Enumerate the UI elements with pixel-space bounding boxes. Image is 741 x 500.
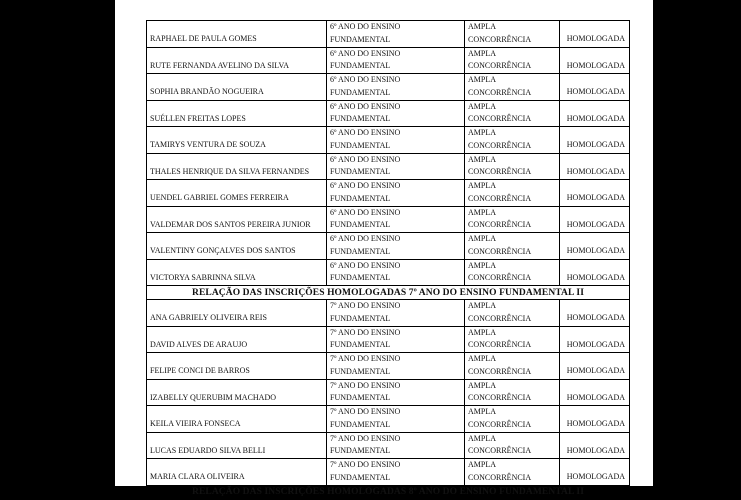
category-line-1: AMPLA: [468, 354, 497, 363]
grade-line-1: 6º ANO DO ENSINO: [330, 75, 401, 84]
student-name: VICTORYA SABRINNA SILVA: [147, 259, 327, 286]
grade-line-1: 7º ANO DO ENSINO: [330, 354, 401, 363]
table-row: [147, 180, 630, 207]
category-line-1: AMPLA: [468, 101, 497, 111]
category-line-1: AMPLA: [468, 128, 497, 137]
status-cell: HOMOLOGADA: [560, 459, 630, 486]
student-name: DAVID ALVES DE ARAUJO: [147, 326, 327, 353]
category-cell: [465, 180, 560, 207]
grade-line-1: 7º ANO DO ENSINO: [330, 433, 401, 443]
category-line-1: AMPLA: [468, 327, 497, 337]
category-cell: [465, 379, 560, 406]
status-cell: HOMOLOGADA: [560, 379, 630, 406]
category-line-1: AMPLA: [468, 181, 497, 190]
category-line-1: AMPLA: [468, 301, 497, 310]
grade-line-1: 6º ANO DO ENSINO: [330, 260, 401, 270]
grade-line-2: FUNDAMENTAL: [330, 114, 391, 123]
category-line-1: AMPLA: [468, 234, 497, 243]
grade-cell: [327, 100, 465, 127]
student-name: UENDEL GABRIEL GOMES FERREIRA: [147, 180, 327, 207]
grade-cell: [327, 206, 465, 233]
grade-line-2: FUNDAMENTAL: [330, 446, 391, 455]
grade-line-2: FUNDAMENTAL: [330, 167, 391, 176]
section-header-grade-8: [147, 485, 630, 499]
table-row: [147, 47, 630, 74]
grade-cell: [327, 379, 465, 406]
category-cell: [465, 353, 560, 380]
category-line-2: CONCORRÊNCIA: [468, 472, 532, 482]
grade-line-2: FUNDAMENTAL: [330, 61, 391, 70]
category-line-1: AMPLA: [468, 407, 497, 416]
grade-7-rows: [147, 300, 630, 486]
category-line-2: CONCORRÊNCIA: [468, 114, 532, 123]
section-header-grade-7: [147, 286, 630, 300]
grade-cell: [327, 353, 465, 380]
grade-line-2: FUNDAMENTAL: [330, 472, 391, 482]
grade-cell: [327, 127, 465, 154]
student-name: THALES HENRIQUE DA SILVA FERNANDES: [147, 153, 327, 180]
category-line-1: AMPLA: [468, 460, 497, 469]
grade-cell: [327, 21, 465, 48]
registration-list: [146, 20, 629, 500]
category-cell: [465, 326, 560, 353]
document-page: [115, 0, 653, 497]
category-line-2: CONCORRÊNCIA: [468, 220, 532, 229]
category-cell: [465, 206, 560, 233]
grade-line-1: 7º ANO DO ENSINO: [330, 380, 401, 390]
category-cell: [465, 259, 560, 286]
status-cell: HOMOLOGADA: [560, 180, 630, 207]
student-name: ANA GABRIELY OLIVEIRA REIS: [147, 300, 327, 327]
student-name: RAPHAEL DE PAULA GOMES: [147, 21, 327, 48]
grade-cell: [327, 153, 465, 180]
category-cell: [465, 459, 560, 486]
category-line-2: CONCORRÊNCIA: [468, 366, 532, 376]
status-cell: HOMOLOGADA: [560, 259, 630, 286]
section-title: RELAÇÃO DAS INSCRIÇÕES HOMOLOGADAS 7º ANO DO ENSINO FUNDAMENTAL II: [147, 286, 630, 300]
category-cell: [465, 21, 560, 48]
grade-6-rows: [147, 21, 630, 286]
student-name: RUTE FERNANDA AVELINO DA SILVA: [147, 47, 327, 74]
grade-line-1: 6º ANO DO ENSINO: [330, 234, 401, 243]
category-cell: [465, 406, 560, 433]
table-row: [147, 74, 630, 101]
table-row: [147, 459, 630, 486]
grade-line-2: FUNDAMENTAL: [330, 87, 391, 97]
status-cell: HOMOLOGADA: [560, 47, 630, 74]
category-line-2: CONCORRÊNCIA: [468, 419, 532, 429]
registrations-table: [146, 20, 630, 500]
grade-line-1: 7º ANO DO ENSINO: [330, 327, 401, 337]
table-row: [147, 259, 630, 286]
grade-line-2: FUNDAMENTAL: [330, 34, 391, 44]
grade-line-2: FUNDAMENTAL: [330, 393, 391, 402]
grade-line-2: FUNDAMENTAL: [330, 419, 391, 429]
grade-line-1: 6º ANO DO ENSINO: [330, 128, 401, 137]
grade-cell: [327, 432, 465, 459]
grade-8-section: [147, 485, 630, 499]
grade-cell: [327, 259, 465, 286]
grade-line-2: FUNDAMENTAL: [330, 193, 391, 203]
category-line-1: AMPLA: [468, 75, 497, 84]
category-line-2: CONCORRÊNCIA: [468, 313, 532, 323]
category-cell: [465, 233, 560, 260]
student-name: LUCAS EDUARDO SILVA BELLI: [147, 432, 327, 459]
grade-line-1: 6º ANO DO ENSINO: [330, 154, 401, 164]
status-cell: HOMOLOGADA: [560, 100, 630, 127]
category-line-2: CONCORRÊNCIA: [468, 446, 532, 455]
status-cell: HOMOLOGADA: [560, 406, 630, 433]
category-cell: [465, 127, 560, 154]
grade-cell: [327, 326, 465, 353]
category-cell: [465, 74, 560, 101]
category-line-2: CONCORRÊNCIA: [468, 246, 532, 256]
grade-line-1: 7º ANO DO ENSINO: [330, 407, 401, 416]
grade-cell: [327, 180, 465, 207]
grade-cell: [327, 74, 465, 101]
status-cell: HOMOLOGADA: [560, 206, 630, 233]
category-line-1: AMPLA: [468, 154, 497, 164]
grade-line-2: FUNDAMENTAL: [330, 220, 391, 229]
grade-line-1: 6º ANO DO ENSINO: [330, 101, 401, 111]
category-line-2: CONCORRÊNCIA: [468, 193, 532, 203]
table-row: [147, 206, 630, 233]
grade-line-1: 6º ANO DO ENSINO: [330, 48, 401, 58]
status-cell: HOMOLOGADA: [560, 21, 630, 48]
student-name: SOPHIA BRANDÃO NOGUEIRA: [147, 74, 327, 101]
table-row: [147, 21, 630, 48]
status-cell: HOMOLOGADA: [560, 153, 630, 180]
grade-cell: [327, 47, 465, 74]
grade-line-2: FUNDAMENTAL: [330, 313, 391, 323]
category-line-1: AMPLA: [468, 433, 497, 443]
grade-line-2: FUNDAMENTAL: [330, 246, 391, 256]
grade-cell: [327, 233, 465, 260]
student-name: MARIA CLARA OLIVEIRA: [147, 459, 327, 486]
student-name: VALDEMAR DOS SANTOS PEREIRA JUNIOR: [147, 206, 327, 233]
category-line-1: AMPLA: [468, 48, 497, 58]
category-line-1: AMPLA: [468, 260, 497, 270]
category-line-2: CONCORRÊNCIA: [468, 167, 532, 176]
grade-line-1: 6º ANO DO ENSINO: [330, 22, 401, 31]
status-cell: HOMOLOGADA: [560, 432, 630, 459]
category-line-2: CONCORRÊNCIA: [468, 273, 532, 282]
category-line-1: AMPLA: [468, 207, 497, 217]
table-row: [147, 300, 630, 327]
table-row: [147, 379, 630, 406]
grade-cell: [327, 406, 465, 433]
status-cell: HOMOLOGADA: [560, 127, 630, 154]
category-line-2: CONCORRÊNCIA: [468, 87, 532, 97]
table-row: [147, 127, 630, 154]
student-name: KEILA VIEIRA FONSECA: [147, 406, 327, 433]
grade-line-2: FUNDAMENTAL: [330, 340, 391, 349]
section-title: RELAÇÃO DAS INSCRIÇÕES HOMOLOGADAS 8º ANO DO ENSINO FUNDAMENTAL II: [147, 485, 630, 499]
grade-cell: [327, 459, 465, 486]
table-row: [147, 153, 630, 180]
status-cell: HOMOLOGADA: [560, 353, 630, 380]
grade-7-section: [147, 286, 630, 300]
student-name: TAMIRYS VENTURA DE SOUZA: [147, 127, 327, 154]
category-line-1: AMPLA: [468, 22, 497, 31]
status-cell: HOMOLOGADA: [560, 74, 630, 101]
status-cell: HOMOLOGADA: [560, 233, 630, 260]
table-row: [147, 432, 630, 459]
category-cell: [465, 100, 560, 127]
student-name: FELIPE CONCI DE BARROS: [147, 353, 327, 380]
status-cell: HOMOLOGADA: [560, 326, 630, 353]
grade-line-2: FUNDAMENTAL: [330, 273, 391, 282]
table-row: [147, 406, 630, 433]
grade-line-1: 6º ANO DO ENSINO: [330, 207, 401, 217]
table-row: [147, 233, 630, 260]
student-name: VALENTINY GONÇALVES DOS SANTOS: [147, 233, 327, 260]
category-cell: [465, 300, 560, 327]
category-line-1: AMPLA: [468, 380, 497, 390]
grade-cell: [327, 300, 465, 327]
category-line-2: CONCORRÊNCIA: [468, 34, 532, 44]
category-cell: [465, 153, 560, 180]
grade-line-1: 7º ANO DO ENSINO: [330, 301, 401, 310]
table-row: [147, 100, 630, 127]
status-cell: HOMOLOGADA: [560, 300, 630, 327]
category-cell: [465, 432, 560, 459]
table-row: [147, 326, 630, 353]
student-name: IZABELLY QUERUBIM MACHADO: [147, 379, 327, 406]
grade-line-1: 6º ANO DO ENSINO: [330, 181, 401, 190]
grade-line-2: FUNDAMENTAL: [330, 366, 391, 376]
category-cell: [465, 47, 560, 74]
table-row: [147, 353, 630, 380]
grade-line-2: FUNDAMENTAL: [330, 140, 391, 150]
category-line-2: CONCORRÊNCIA: [468, 140, 532, 150]
category-line-2: CONCORRÊNCIA: [468, 61, 532, 70]
category-line-2: CONCORRÊNCIA: [468, 393, 532, 402]
category-line-2: CONCORRÊNCIA: [468, 340, 532, 349]
student-name: SUÉLLEN FREITAS LOPES: [147, 100, 327, 127]
grade-line-1: 7º ANO DO ENSINO: [330, 460, 401, 469]
